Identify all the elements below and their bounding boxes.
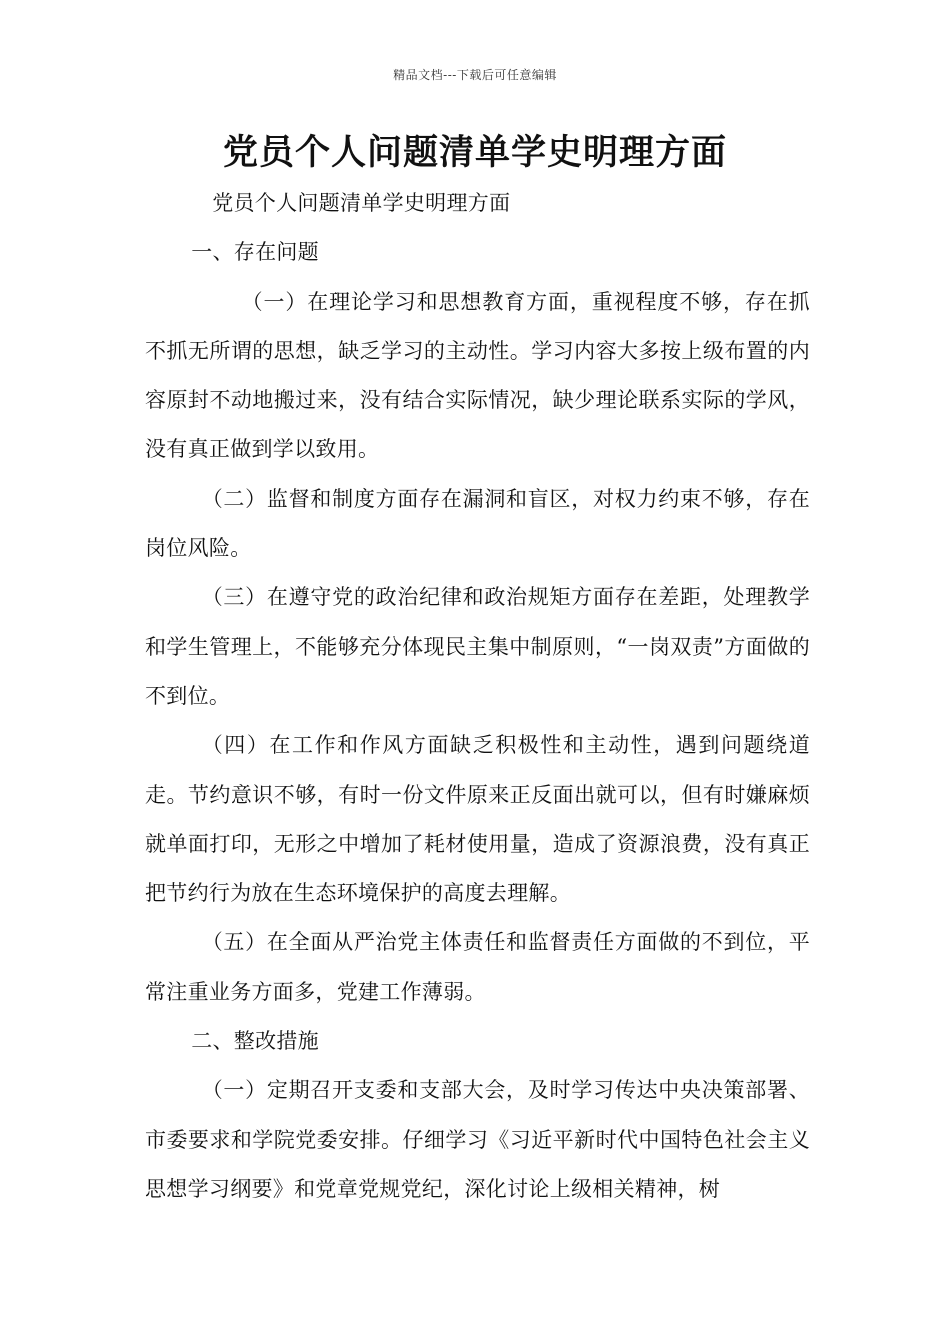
- document-body: [145, 179, 810, 1214]
- section-heading-problems: 一、存在问题: [191, 240, 319, 265]
- problem-item-5: （五）在全面从严治党主体责任和监督责任方面做的不到位，平常注重业务方面多，党建工作薄弱。: [145, 930, 810, 1004]
- problem-item-3: （三）在遵守党的政治纪律和政治规矩方面存在差距，处理教学和学生管理上，不能够充分体现民主集中制原则，“一岗双责”方面做的不到位。: [145, 585, 810, 708]
- document-subtitle: 党员个人问题清单学史明理方面: [212, 191, 511, 215]
- page-header: 精品文档---下载后可任意编辑: [393, 68, 557, 82]
- problem-item-2: （二）监督和制度方面存在漏洞和盲区，对权力约束不够，存在岗位风险。: [145, 486, 810, 561]
- document-title: 党员个人问题清单学史明理方面: [222, 133, 727, 173]
- section-heading-measures: 二、整改措施: [191, 1029, 319, 1054]
- measure-item-1: （一）定期召开支委和支部大会，及时学习传达中央决策部署、市委要求和学院党委安排。仔细学习《习近平新时代中国特色社会主义思想学习纲要》和党章党规党纪，深化讨论上级相关精神，树: [145, 1078, 810, 1201]
- problem-item-4: （四）在工作和作风方面缺乏积极性和主动性，遇到问题绕道走。节约意识不够，有时一份文件原来正反面出就可以，但有时嫌麻烦就单面打印，无形之中增加了耗材使用量，造成了资源浪费，没有真正把节约行为放在生态环境保护的高度去理解。: [145, 733, 810, 906]
- problem-item-1: （一）在理论学习和思想教育方面，重视程度不够，存在抓不抓无所谓的思想，缺乏学习的主动性。学习内容大多按上级布置的内容原封不动地搬过来，没有结合实际情况，缺少理论联系实际的学风，没有真正做到学以致用。: [145, 289, 810, 462]
